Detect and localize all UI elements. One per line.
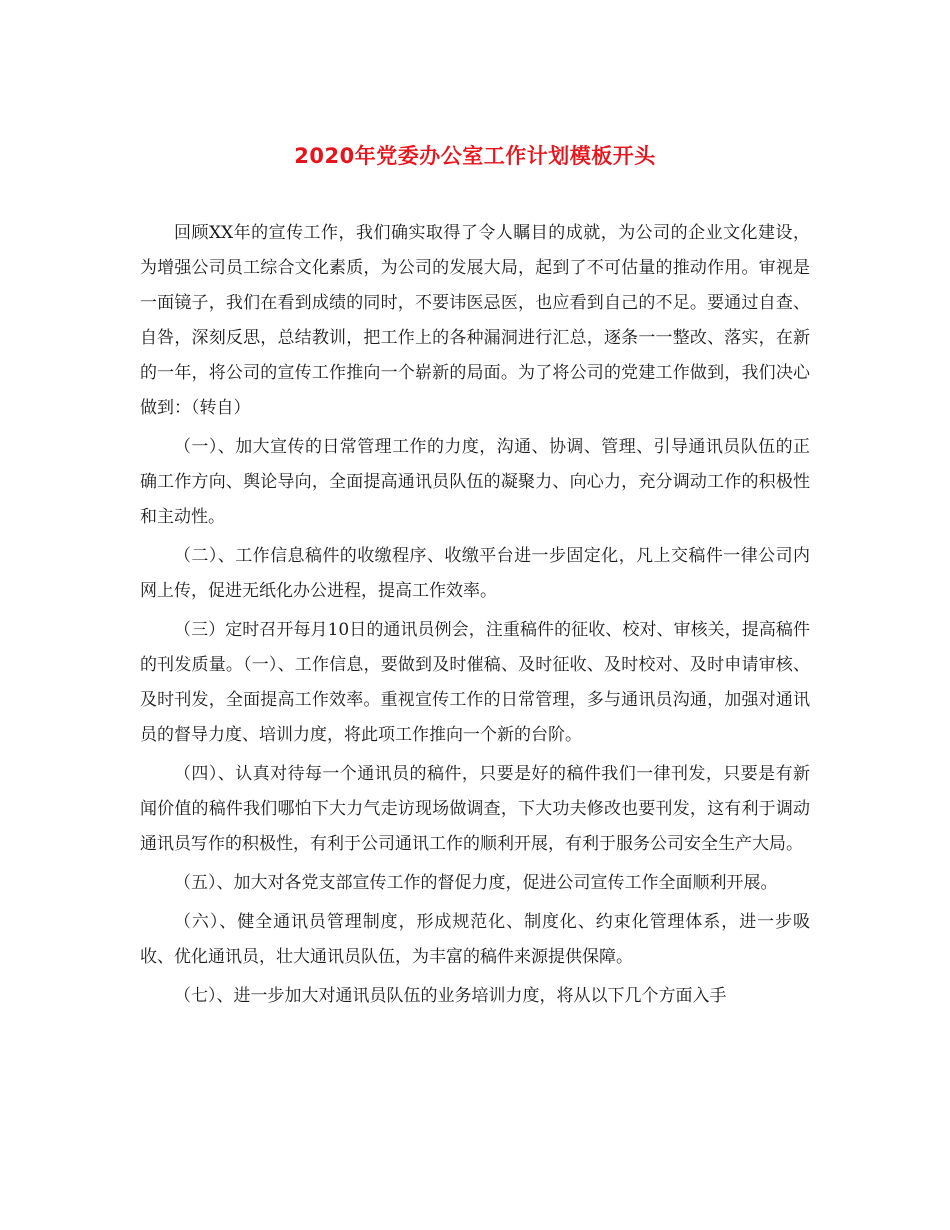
- paragraph-item-3: （三）定时召开每月10日的通讯员例会，注重稿件的征收、校对、审核关，提高稿件的刊发质量。（一）、工作信息，要做到及时催稿、及时征收、及时校对、及时申请审核、及时刊发，全面提高工作效率。重视宣传工作的日常管理，多与通讯员沟通，加强对通讯员的督导力度、培训力度，将此项工作推向一个新的台阶。: [140, 620, 810, 745]
- paragraph-item-5: （五）、加大对各党支部宣传工作的督促力度，促进公司宣传工作全面顺利开展。: [174, 873, 778, 893]
- document-body: [140, 216, 810, 1018]
- paragraph-item-2: （二）、工作信息稿件的收缴程序、收缴平台进一步固定化，凡上交稿件一律公司内网上传，促进无纸化办公进程，提高工作效率。: [140, 546, 810, 601]
- paragraph-intro: 回顾XX年的宣传工作，我们确实取得了令人瞩目的成就，为公司的企业文化建设，为增强公司员工综合文化素质，为公司的发展大局，起到了不可估量的推动作用。审视是一面镜子，我们在看到成绩的同时，不要讳医忌医，也应看到自己的不足。要通过自查、自咎，深刻反思，总结教训，把工作上的各种漏洞进行汇总，逐条一一整改、落实，在新的一年，将公司的宣传工作推向一个崭新的局面。为了将公司的党建工作做到，我们决心做到：（转自）: [140, 223, 810, 418]
- paragraph-item-7: （七）、进一步加大对通讯员队伍的业务培训力度，将从以下几个方面入手: [174, 986, 727, 1006]
- document-title: 2020年党委办公室工作计划模板开头: [294, 144, 656, 168]
- paragraph-item-1: （一）、加大宣传的日常管理工作的力度，沟通、协调、管理、引导通讯员队伍的正确工作方向、舆论导向，全面提高通讯员队伍的凝聚力、向心力，充分调动工作的积极性和主动性。: [140, 437, 810, 527]
- paragraph-item-4: （四）、认真对待每一个通讯员的稿件，只要是好的稿件我们一律刊发，只要是有新闻价值的稿件我们哪怕下大力气走访现场做调查，下大功夫修改也要刊发，这有利于调动通讯员写作的积极性，有利于公司通讯工作的顺利开展，有利于服务公司安全生产大局。: [140, 764, 810, 854]
- paragraph-item-6: （六）、健全通讯员管理制度，形成规范化、制度化、约束化管理体系，进一步吸收、优化通讯员，壮大通讯员队伍，为丰富的稿件来源提供保障。: [140, 912, 810, 967]
